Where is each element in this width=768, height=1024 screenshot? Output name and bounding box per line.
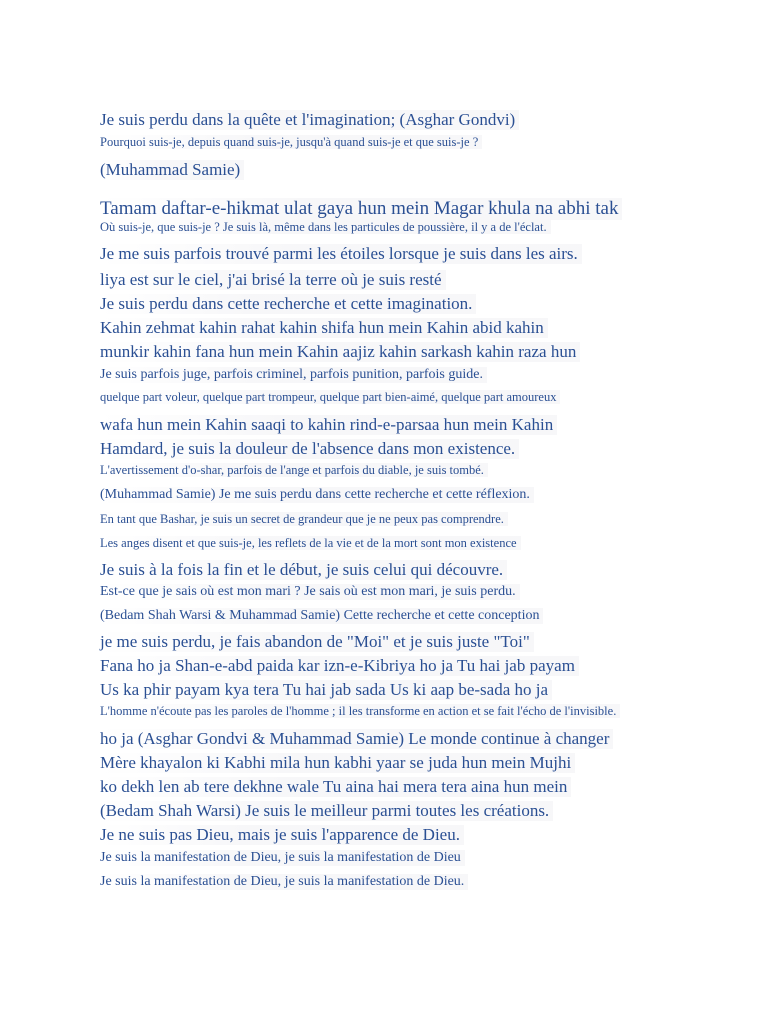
text-line: Us ka phir payam kya tera Tu hai jab sada Us ki aap be-sada ho ja <box>100 680 552 700</box>
text-line: Fana ho ja Shan-e-abd paida kar izn-e-Kibriya ho ja Tu hai jab payam <box>100 656 579 676</box>
text-line: (Muhammad Samie) <box>100 160 244 180</box>
text-line: Hamdard, je suis la douleur de l'absence dans mon existence. <box>100 439 519 459</box>
text-line: wafa hun mein Kahin saaqi to kahin rind-e-parsaa hun mein Kahin <box>100 415 557 435</box>
text-line: L'avertissement d'o-shar, parfois de l'ange et parfois du diable, je suis tombé. <box>100 463 488 477</box>
text-line: Je suis la manifestation de Dieu, je suis la manifestation de Dieu. <box>100 874 468 890</box>
text-line: liya est sur le ciel, j'ai brisé la terre où je suis resté <box>100 270 446 290</box>
text-line: (Bedam Shah Warsi) Je suis le meilleur parmi toutes les créations. <box>100 801 553 821</box>
text-line: Je suis la manifestation de Dieu, je suis la manifestation de Dieu <box>100 850 465 866</box>
text-line: Pourquoi suis-je, depuis quand suis-je, jusqu'à quand suis-je et que suis-je ? <box>100 135 482 149</box>
text-line: Je suis parfois juge, parfois criminel, parfois punition, parfois guide. <box>100 367 487 383</box>
text-line: Kahin zehmat kahin rahat kahin shifa hun mein Kahin abid kahin <box>100 318 548 338</box>
text-line: ko dekh len ab tere dekhne wale Tu aina hai mera tera aina hun mein <box>100 777 571 797</box>
text-line: L'homme n'écoute pas les paroles de l'homme ; il les transforme en action et se fait l'écho de l'invisible. <box>100 704 620 718</box>
text-line: Tamam daftar-e-hikmat ulat gaya hun mein Magar khula na abhi tak <box>100 198 622 220</box>
text-line: En tant que Bashar, je suis un secret de grandeur que je ne peux pas comprendre. <box>100 512 508 526</box>
text-line: Je suis perdu dans la quête et l'imagination; (Asghar Gondvi) <box>100 110 519 130</box>
text-line: Est-ce que je sais où est mon mari ? Je sais où est mon mari, je suis perdu. <box>100 584 520 600</box>
text-line: munkir kahin fana hun mein Kahin aajiz kahin sarkash kahin raza hun <box>100 342 580 362</box>
text-line: Les anges disent et que suis-je, les reflets de la vie et de la mort sont mon existence <box>100 536 521 550</box>
text-line: Où suis-je, que suis-je ? Je suis là, même dans les particules de poussière, il y a de l'éclat. <box>100 220 551 234</box>
text-line: quelque part voleur, quelque part trompeur, quelque part bien-aimé, quelque part amoureux <box>100 390 560 404</box>
text-line: je me suis perdu, je fais abandon de "Moi" et je suis juste "Toi" <box>100 632 534 652</box>
text-line: (Bedam Shah Warsi & Muhammad Samie) Cette recherche et cette conception <box>100 608 543 624</box>
text-line: Mère khayalon ki Kabhi mila hun kabhi yaar se juda hun mein Mujhi <box>100 753 575 773</box>
text-line: (Muhammad Samie) Je me suis perdu dans cette recherche et cette réflexion. <box>100 487 534 503</box>
text-line: Je me suis parfois trouvé parmi les étoiles lorsque je suis dans les airs. <box>100 244 582 264</box>
text-line: Je suis à la fois la fin et le début, je suis celui qui découvre. <box>100 560 507 580</box>
text-line: Je ne suis pas Dieu, mais je suis l'apparence de Dieu. <box>100 825 464 845</box>
text-line: ho ja (Asghar Gondvi & Muhammad Samie) Le monde continue à changer <box>100 729 613 749</box>
text-line: Je suis perdu dans cette recherche et cette imagination. <box>100 294 476 314</box>
